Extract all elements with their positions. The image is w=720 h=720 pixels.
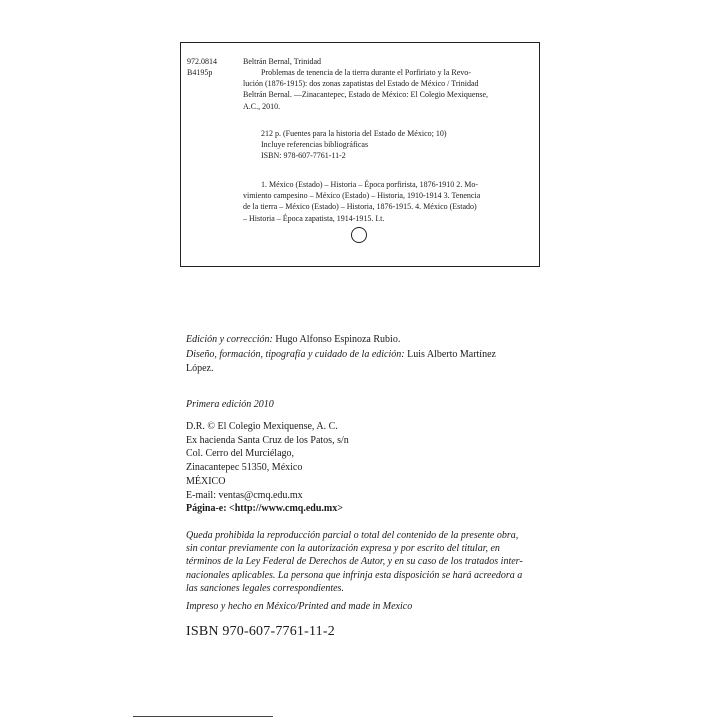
- publisher-country: MÉXICO: [186, 475, 226, 487]
- credit-edicion-name: Hugo Alfonso Espinoza Rubio.: [275, 334, 401, 345]
- legal-line: las sanciones legales correspondientes.: [186, 582, 344, 594]
- card-isbn-line: ISBN: 978-607-7761-11-2: [261, 151, 346, 161]
- legal-line: sin contar previamente con la autorización expresa y por escrito del titular, en: [186, 543, 500, 555]
- call-number-class: 972.0814: [187, 57, 217, 66]
- legal-line: términos de la Ley Federal de Derechos de Autor, y en su caso de los tratados inter-: [186, 556, 523, 568]
- card-title-statement: [243, 67, 533, 112]
- call-number: [187, 57, 217, 78]
- publisher-web: [186, 502, 349, 516]
- publisher-web-link[interactable]: <http://www.cmq.edu.mx>: [229, 503, 343, 515]
- legal-line: nacionales aplicables. La persona que infrinja esta disposición se hará acreedora a: [186, 569, 523, 581]
- card-title-line: Problemas de tenencia de la tierra durante el Porfiriato y la Revo-: [261, 68, 471, 77]
- card-title-line: A.C., 2010.: [243, 101, 281, 111]
- card-subject-line: de la tierra – México (Estado) – Historia, 1876-1915. 4. México (Estado): [243, 202, 477, 212]
- isbn: ISBN 970-607-7761-11-2: [186, 624, 335, 639]
- credit-edicion: [186, 333, 400, 347]
- card-physical-description: [261, 128, 533, 162]
- legal-line: Queda prohibida la reproducción parcial o total del contenido de la presente obra,: [186, 530, 519, 541]
- card-subject-line: – Historia – Época zapatista, 1914-1915. I.t.: [243, 213, 385, 223]
- credit-edicion-label: Edición y corrección:: [186, 334, 273, 345]
- legal-notice: [186, 529, 523, 595]
- card-subject-line: vimiento campesino – México (Estado) – Historia, 1910-1914 3. Tenencia: [243, 191, 481, 201]
- card-author: Beltrán Bernal, Trinidad: [243, 57, 321, 66]
- credit-diseno-cont: López.: [186, 363, 214, 374]
- card-subjects: [243, 179, 533, 224]
- card-subject-line: 1. México (Estado) – Historia – Época porfirista, 1876-1910 2. Mo-: [261, 180, 479, 189]
- credit-diseno: [186, 348, 496, 362]
- edition-line: Primera edición 2010: [186, 399, 274, 410]
- call-number-cutter: B4195p: [187, 67, 213, 77]
- printed-line: Impreso y hecho en México/Printed and made in Mexico: [186, 601, 413, 612]
- publisher-address-line: Ex hacienda Santa Cruz de los Patos, s/n: [186, 434, 349, 446]
- publisher-email: E-mail: ventas@cmq.edu.mx: [186, 489, 303, 501]
- catalog-card: [180, 42, 540, 267]
- page-edge-rule: [133, 716, 273, 717]
- credit-diseno-name: Luis Alberto Martínez: [407, 349, 496, 360]
- card-hole-circle-icon: [351, 227, 367, 243]
- publisher-address-line: Col. Cerro del Murciélago,: [186, 448, 295, 460]
- credit-diseno-label: Diseño, formación, tipografía y cuidado de la edición:: [186, 349, 405, 360]
- publisher-block: [186, 420, 349, 516]
- card-notes-line: Incluye referencias bibliográficas: [261, 140, 369, 150]
- card-physical-line: 212 p. (Fuentes para la historia del Estado de México; 10): [261, 129, 447, 138]
- publisher-web-label: Página-e:: [186, 503, 227, 515]
- publisher-copyright: D.R. © El Colegio Mexiquense, A. C.: [186, 421, 338, 432]
- card-title-line: Beltrán Bernal. —Zinacantepec, Estado de México: El Colegio Mexiquense,: [243, 90, 489, 100]
- card-title-line: lución (1876-1915): dos zonas zapatistas del Estado de México / Trinidad: [243, 79, 479, 89]
- publisher-address-line: Zinacantepec 51350, México: [186, 462, 303, 474]
